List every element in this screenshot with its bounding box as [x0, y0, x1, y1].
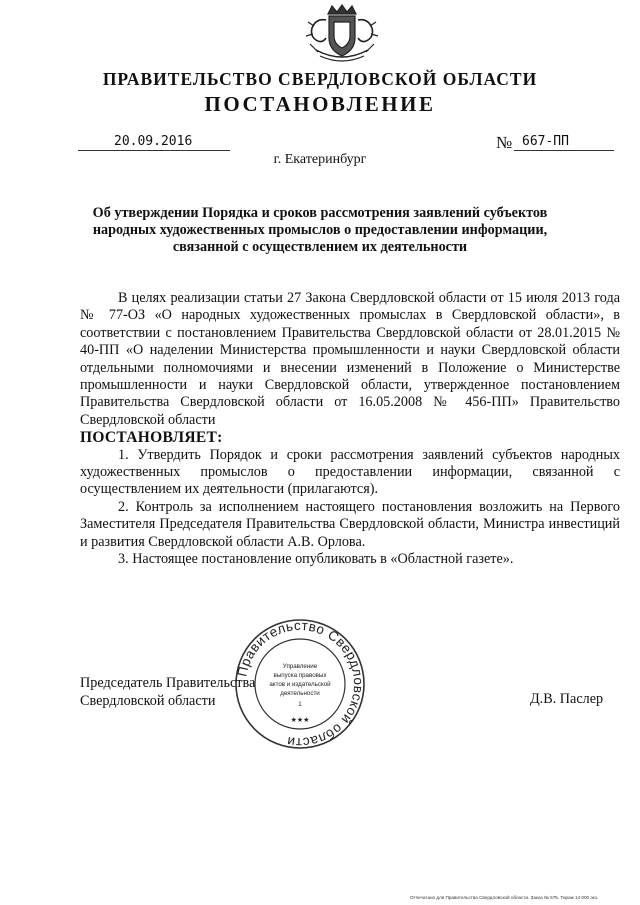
- document-title: [90, 205, 550, 256]
- preamble-paragraph: В целях реализации статьи 27 Закона Свердловской области от 15 июля 2013 года № 77-ОЗ «О народных художественных промыслах в Свердловской области», в соответствии с постановлением Правительства Свердловской области от 28.01.2015 № 40-ПП «О наделении Министерства промышленности и науки Свердловской области отдельными полномочиями и внесении изменений в Положение о Министерстве промышленности и науки Свердловской области, утвержденное постановлением Правительства Свердловской области от 16.05.2008 № 456-ПП» Правительство Свердловской области: [80, 290, 620, 428]
- signatory-position-line-1: Председатель Правительства: [80, 675, 256, 691]
- seal-line-2: выпуска правовых: [273, 672, 327, 679]
- decree-item-3: 3. Настоящее постановление опубликовать в «Областной газете».: [118, 551, 514, 568]
- seal-line-3: актов и издательской: [269, 681, 331, 688]
- number-label: №: [496, 133, 513, 152]
- city: г. Екатеринбург: [273, 152, 367, 167]
- seal-stars: ★★★: [290, 717, 310, 724]
- printing-footer: Отпечатано для Правительства Свердловской области. Заказ № 575. Тираж 14 000 экз.: [410, 895, 599, 900]
- government-name: ПРАВИТЕЛЬСТВО СВЕРДЛОВСКОЙ ОБЛАСТИ: [102, 69, 538, 89]
- signatory-name: Д.В. Паслер: [530, 691, 604, 707]
- seal-line-4: деятельности: [280, 690, 320, 697]
- decree-heading: ПОСТАНОВЛЯЕТ:: [80, 429, 223, 447]
- title-line-1: Об утверждении Порядка и сроков рассмотрения заявлений субъектов: [92, 205, 548, 221]
- title-line-2: народных художественных промыслов о предоставлении информации,: [92, 222, 548, 238]
- document-number: 667-ПП: [514, 134, 614, 151]
- seal-line-1: Управление: [282, 663, 318, 670]
- seal-number: 1: [298, 701, 302, 708]
- document-type: ПОСТАНОВЛЕНИЕ: [204, 92, 436, 116]
- decree-item-1: 1. Утвердить Порядок и сроки рассмотрения заявлений субъектов народных художественных промыслов о предоставлении информации, связанной с осуществлением их деятельности (прилагаются).: [80, 446, 620, 498]
- seal-ring-text: Правительство Свердловской области: [234, 617, 367, 751]
- document-date: 20.09.2016: [78, 134, 230, 151]
- title-line-3: связанной с осуществлением их деятельности: [172, 239, 468, 255]
- official-seal-stamp: [232, 616, 368, 752]
- signatory-position: [80, 674, 255, 710]
- document-body: [80, 290, 620, 569]
- coat-of-arms-emblem: [296, 4, 388, 68]
- decree-item-2: 2. Контроль за исполнением настоящего постановления возложить на Первого Заместителя Председателя Правительства Свердловской области, Министра инвестиций и развития Свердловской области А.В. Орлова.: [80, 498, 620, 550]
- signatory-position-line-2: Свердловской области: [80, 693, 216, 709]
